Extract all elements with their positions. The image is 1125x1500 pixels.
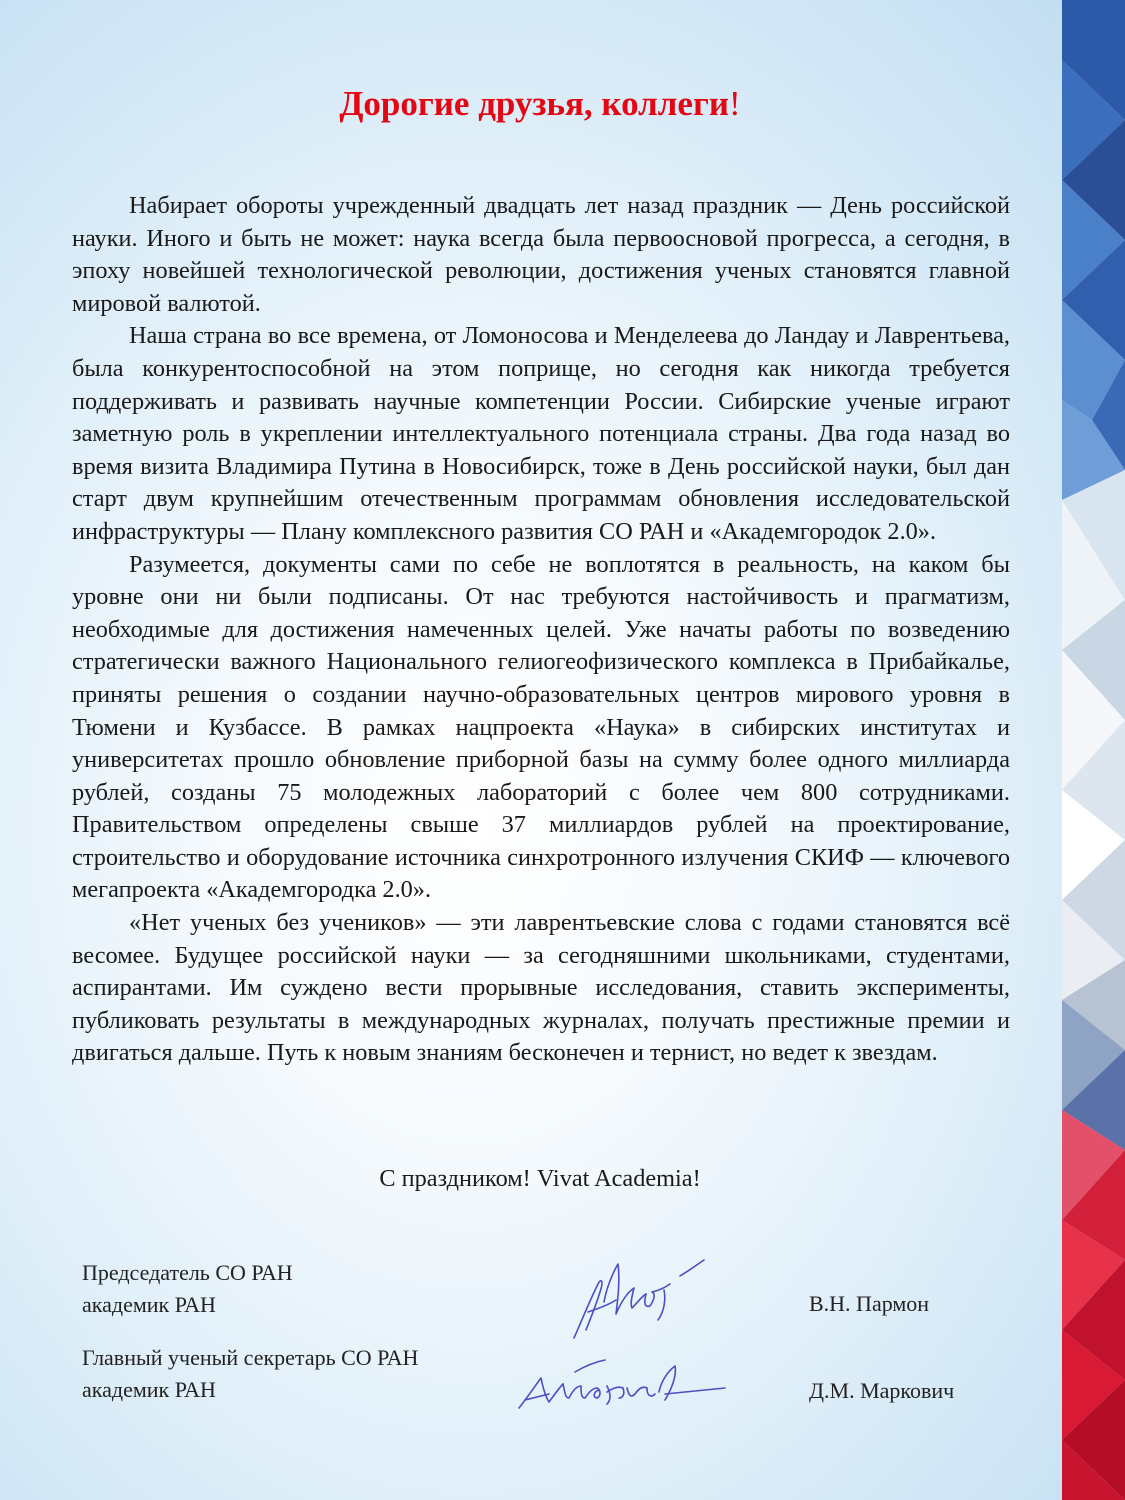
- signatory-1-title: Председатель СО РАН: [82, 1260, 293, 1285]
- signatory-2-position: [82, 1342, 418, 1406]
- signatory-2-rank: академик РАН: [82, 1377, 216, 1402]
- paragraph: Наша страна во все времена, от Ломоносова и Менделеева до Ландау и Лаврентьева, была конкурентоспособной на этом поприще, но сегодня как никогда требуется поддерживать и развивать научные компетенции России. Сибирские ученые играют заметную роль в укреплении интеллектуального потенциала страны. Два года назад во время визита Владимира Путина в Новосибирск, тоже в День российской науки, был дан старт двум крупнейшим отечественным программам обновления исследовательской инфраструктуры — Плану комплексного развития СО РАН и «Академгородок 2.0».: [72, 322, 1010, 545]
- paragraph: Разумеется, документы сами по себе не воплотятся в реальность, на каком бы уровне они ни были подписаны. От нас требуются настойчивость и прагматизм, необходимые для достижения намеченных целей. Уже начаты работы по возведению стратегически важного Национального гелиогеофизического комплекса в Прибайкалье, приняты решения о создании научно-образовательных центров мирового уровня в Тюмени и Кузбассе. В рамках нацпроекта «Наука» в сибирских институтах и университетах прошло обновление приборной базы на сумму более одного миллиарда рублей, созданы 75 молодежных лабораторий с более чем 800 сотрудниками. Правительством определены свыше 37 миллиардов рублей на проектирование, строительство и оборудование источника синхротронного излучения СКИФ — ключевого мегапроекта «Академгородка 2.0».: [72, 550, 1010, 904]
- signatory-1-name: В.Н. Пармон: [809, 1291, 930, 1316]
- signatory-2-name: Д.М. Маркович: [809, 1378, 955, 1403]
- letter-title-text: Дорогие друзья, коллеги: [339, 84, 730, 123]
- paragraph: Набирает обороты учрежденный двадцать лет назад праздник — День российской науки. Иного и быть не может: наука всегда была первоосновой прогресса, а сегодня, в эпоху новейшей технологической революции, достижения ученых становятся главной мировой валютой.: [72, 192, 1010, 317]
- letter-title-punctuation: !: [729, 84, 741, 123]
- letter-body: [72, 190, 1010, 1070]
- signatory-1-position: [82, 1257, 293, 1321]
- letter-title: [0, 84, 1080, 124]
- signatory-1-rank: академик РАН: [82, 1292, 216, 1317]
- signature-markovich-icon: [515, 1352, 730, 1412]
- paragraph: «Нет ученых без учеников» — эти лаврентьевские слова с годами становятся всё весомее. Будущее российской науки — за сегодняшними школьниками, студентами, аспирантами. Им суждено вести прорывные исследования, ставить эксперименты, публиковать результаты в международных журналах, получать престижные премии и двигаться дальше. Путь к новым знаниям бесконечен и тернист, но ведет к звездам.: [72, 909, 1010, 1067]
- signature-parmon-icon: [560, 1250, 720, 1345]
- decorative-tricolor-stripe: [1062, 0, 1125, 1500]
- signatory-2-title: Главный ученый секретарь СО РАН: [82, 1345, 419, 1370]
- closing-greeting: С праздником! Vivat Academia!: [379, 1165, 701, 1192]
